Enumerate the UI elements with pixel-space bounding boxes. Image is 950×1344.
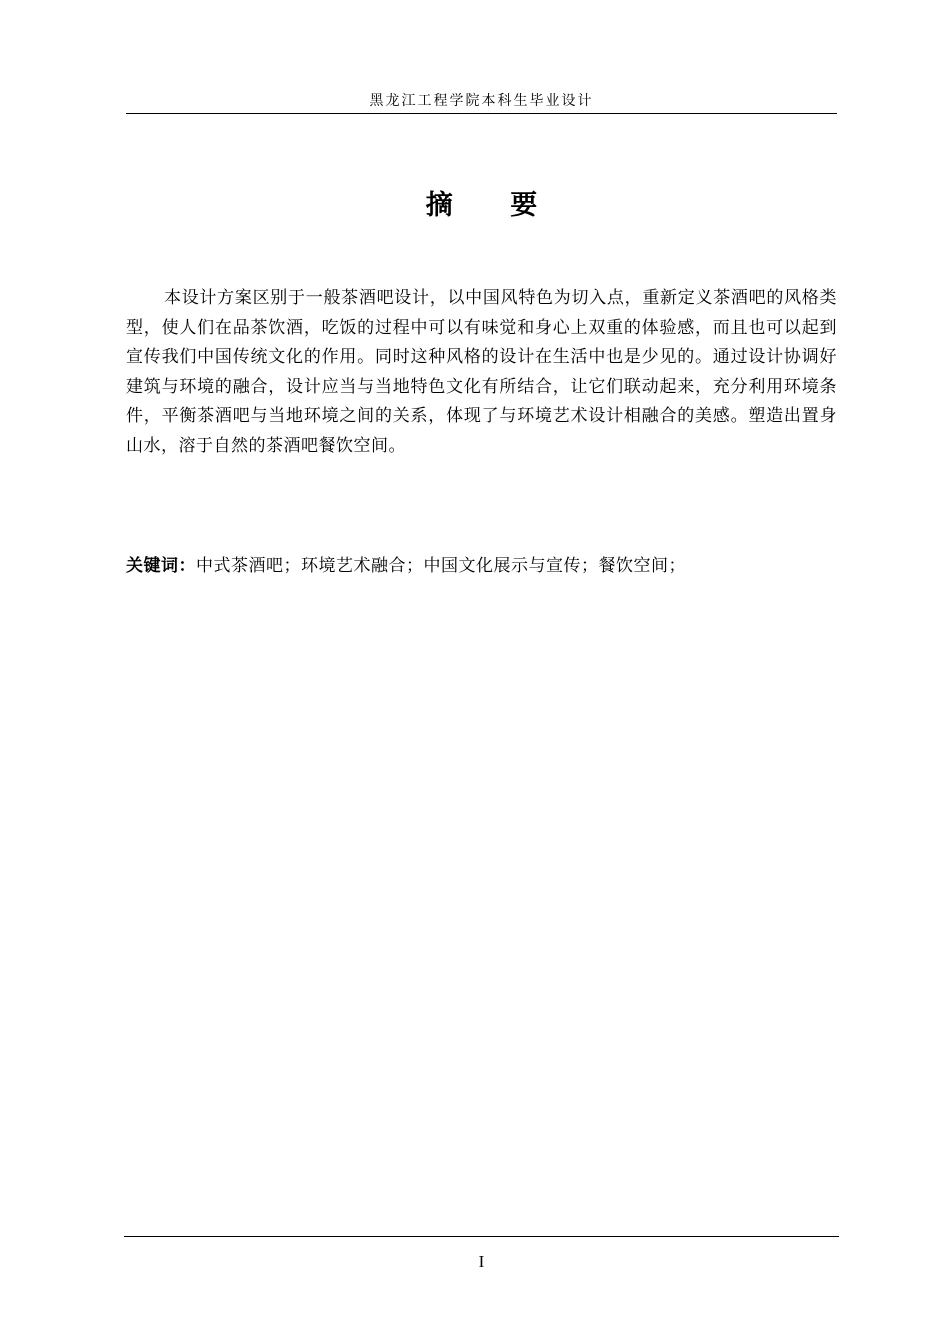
header-rule [126,113,837,114]
footer-rule [124,1236,839,1237]
abstract-title: 摘 要 [425,190,562,221]
running-header: 黑龙江工程学院本科生毕业设计 [369,93,594,109]
keywords-value: 中式茶酒吧；环境艺术融合；中国文化展示与宣传；餐饮空间； [196,556,686,576]
keywords-label: 关键词： [126,556,196,576]
abstract-paragraph: 本设计方案区别于一般茶酒吧设计，以中国风特色为切入点，重新定义茶酒吧的风格类型，使人们在品茶饮酒，吃饭的过程中可以有味觉和身心上双重的体验感，而且也可以起到宣传我们中国传统文化的作用。同时这种风格的设计在生活中也是少见的。通过设计协调好建筑与环境的融合，设计应当与当地特色文化有所结合，让它们联动起来，充分利用环境条件，平衡茶酒吧与当地环境之间的关系，体现了与环境艺术设计相融合的美感。塑造出置身山水，溶于自然的茶酒吧餐饮空间。 [126,288,837,456]
keywords-line [126,552,837,581]
page-number: I [478,1252,485,1271]
